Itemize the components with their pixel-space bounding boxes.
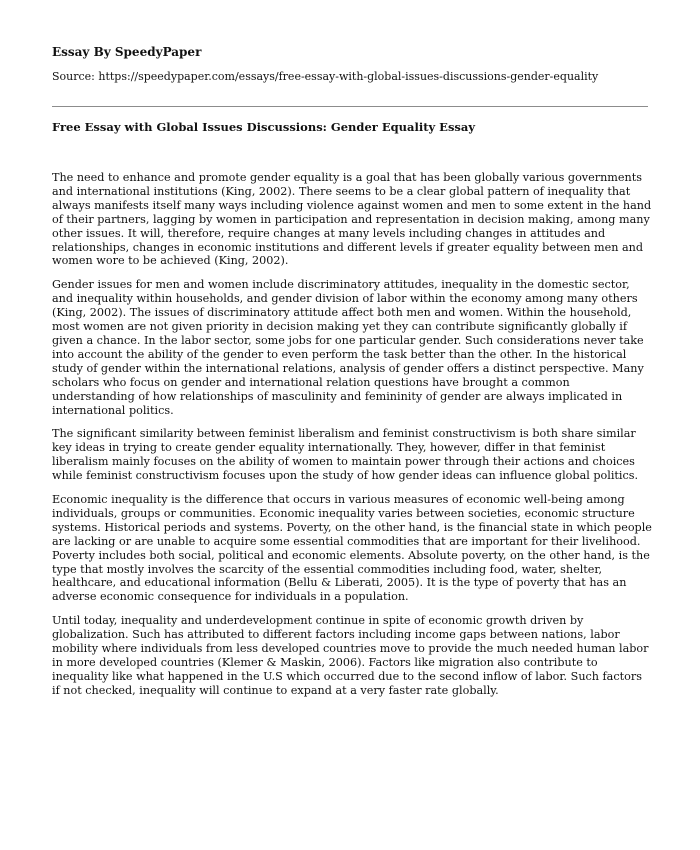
brand-heading: Essay By SpeedyPaper [52,45,202,59]
essay-paragraph: The significant similarity between feminist liberalism and feminist constructivism is both share similar key ideas in trying to create gender equality internationally. They, however, differ in that feminist liberalism mainly focuses on the ability of women to maintain power through their actions and choices while feminist constructivism focuses upon the study of how gender ideas can influence global politics. [52,427,639,483]
essay-title: Free Essay with Global Issues Discussions: Gender Equality Essay [52,120,476,134]
header-divider [52,106,648,107]
essay-body [52,171,652,708]
source-line: Source: https://speedypaper.com/essays/free-essay-with-global-issues-discussions-gender-equality [52,70,599,83]
essay-paragraph: Economic inequality is the difference that occurs in various measures of economic well-being among individuals, groups or communities. Economic inequality varies between societies, economic structure systems. Historical periods and systems. Poverty, on the other hand, is the financial state in which people are lacking or are unable to acquire some essential commodities that are important for their livelihood. Poverty includes both social, political and economic elements. Absolute poverty, on the other hand, is the type that mostly involves the scarcity of the essential commodities including food, water, shelter, healthcare, and educational information (Bellu & Liberati, 2005). It is the type of poverty that has an adverse economic consequence for individuals in a population. [52,493,652,604]
essay-paragraph: Gender issues for men and women include discriminatory attitudes, inequality in the domestic sector, and inequality within households, and gender division of labor within the economy among many others (King, 2002). The issues of discriminatory attitude affect both men and women. Within the household, most women are not given priority in decision making yet they can contribute significantly globally if given a chance. In the labor sector, some jobs for one particular gender. Such considerations never take into account the ability of the gender to even perform the task better than the other. In the historical study of gender within the international relations, analysis of gender offers a distinct perspective. Many scholars who focus on gender and international relation questions have brought a common understanding of how relationships of masculinity and femininity of gender are always implicated in international politics. [52,278,644,417]
essay-paragraph: The need to enhance and promote gender equality is a goal that has been globally various governments and international institutions (King, 2002). There seems to be a clear global pattern of inequality that always manifests itself many ways including violence against women and men to some extent in the hand of their partners, lagging by women in participation and representation in decision making, among many other issues. It will, therefore, require changes at many levels including changes in attitudes and relationships, changes in economic institutions and different levels if greater equality between men and women wore to be achieved (King, 2002). [52,171,652,268]
essay-paragraph: Until today, inequality and underdevelopment continue in spite of economic growth driven by globalization. Such has attributed to different factors including income gaps between nations, labor mobility where individuals from less developed countries move to provide the much needed human labor in more developed countries (Klemer & Maskin, 2006). Factors like migration also contribute to inequality like what happened in the U.S which occurred due to the second inflow of labor. Such factors if not checked, inequality will continue to expand at a very faster rate globally. [52,614,649,697]
